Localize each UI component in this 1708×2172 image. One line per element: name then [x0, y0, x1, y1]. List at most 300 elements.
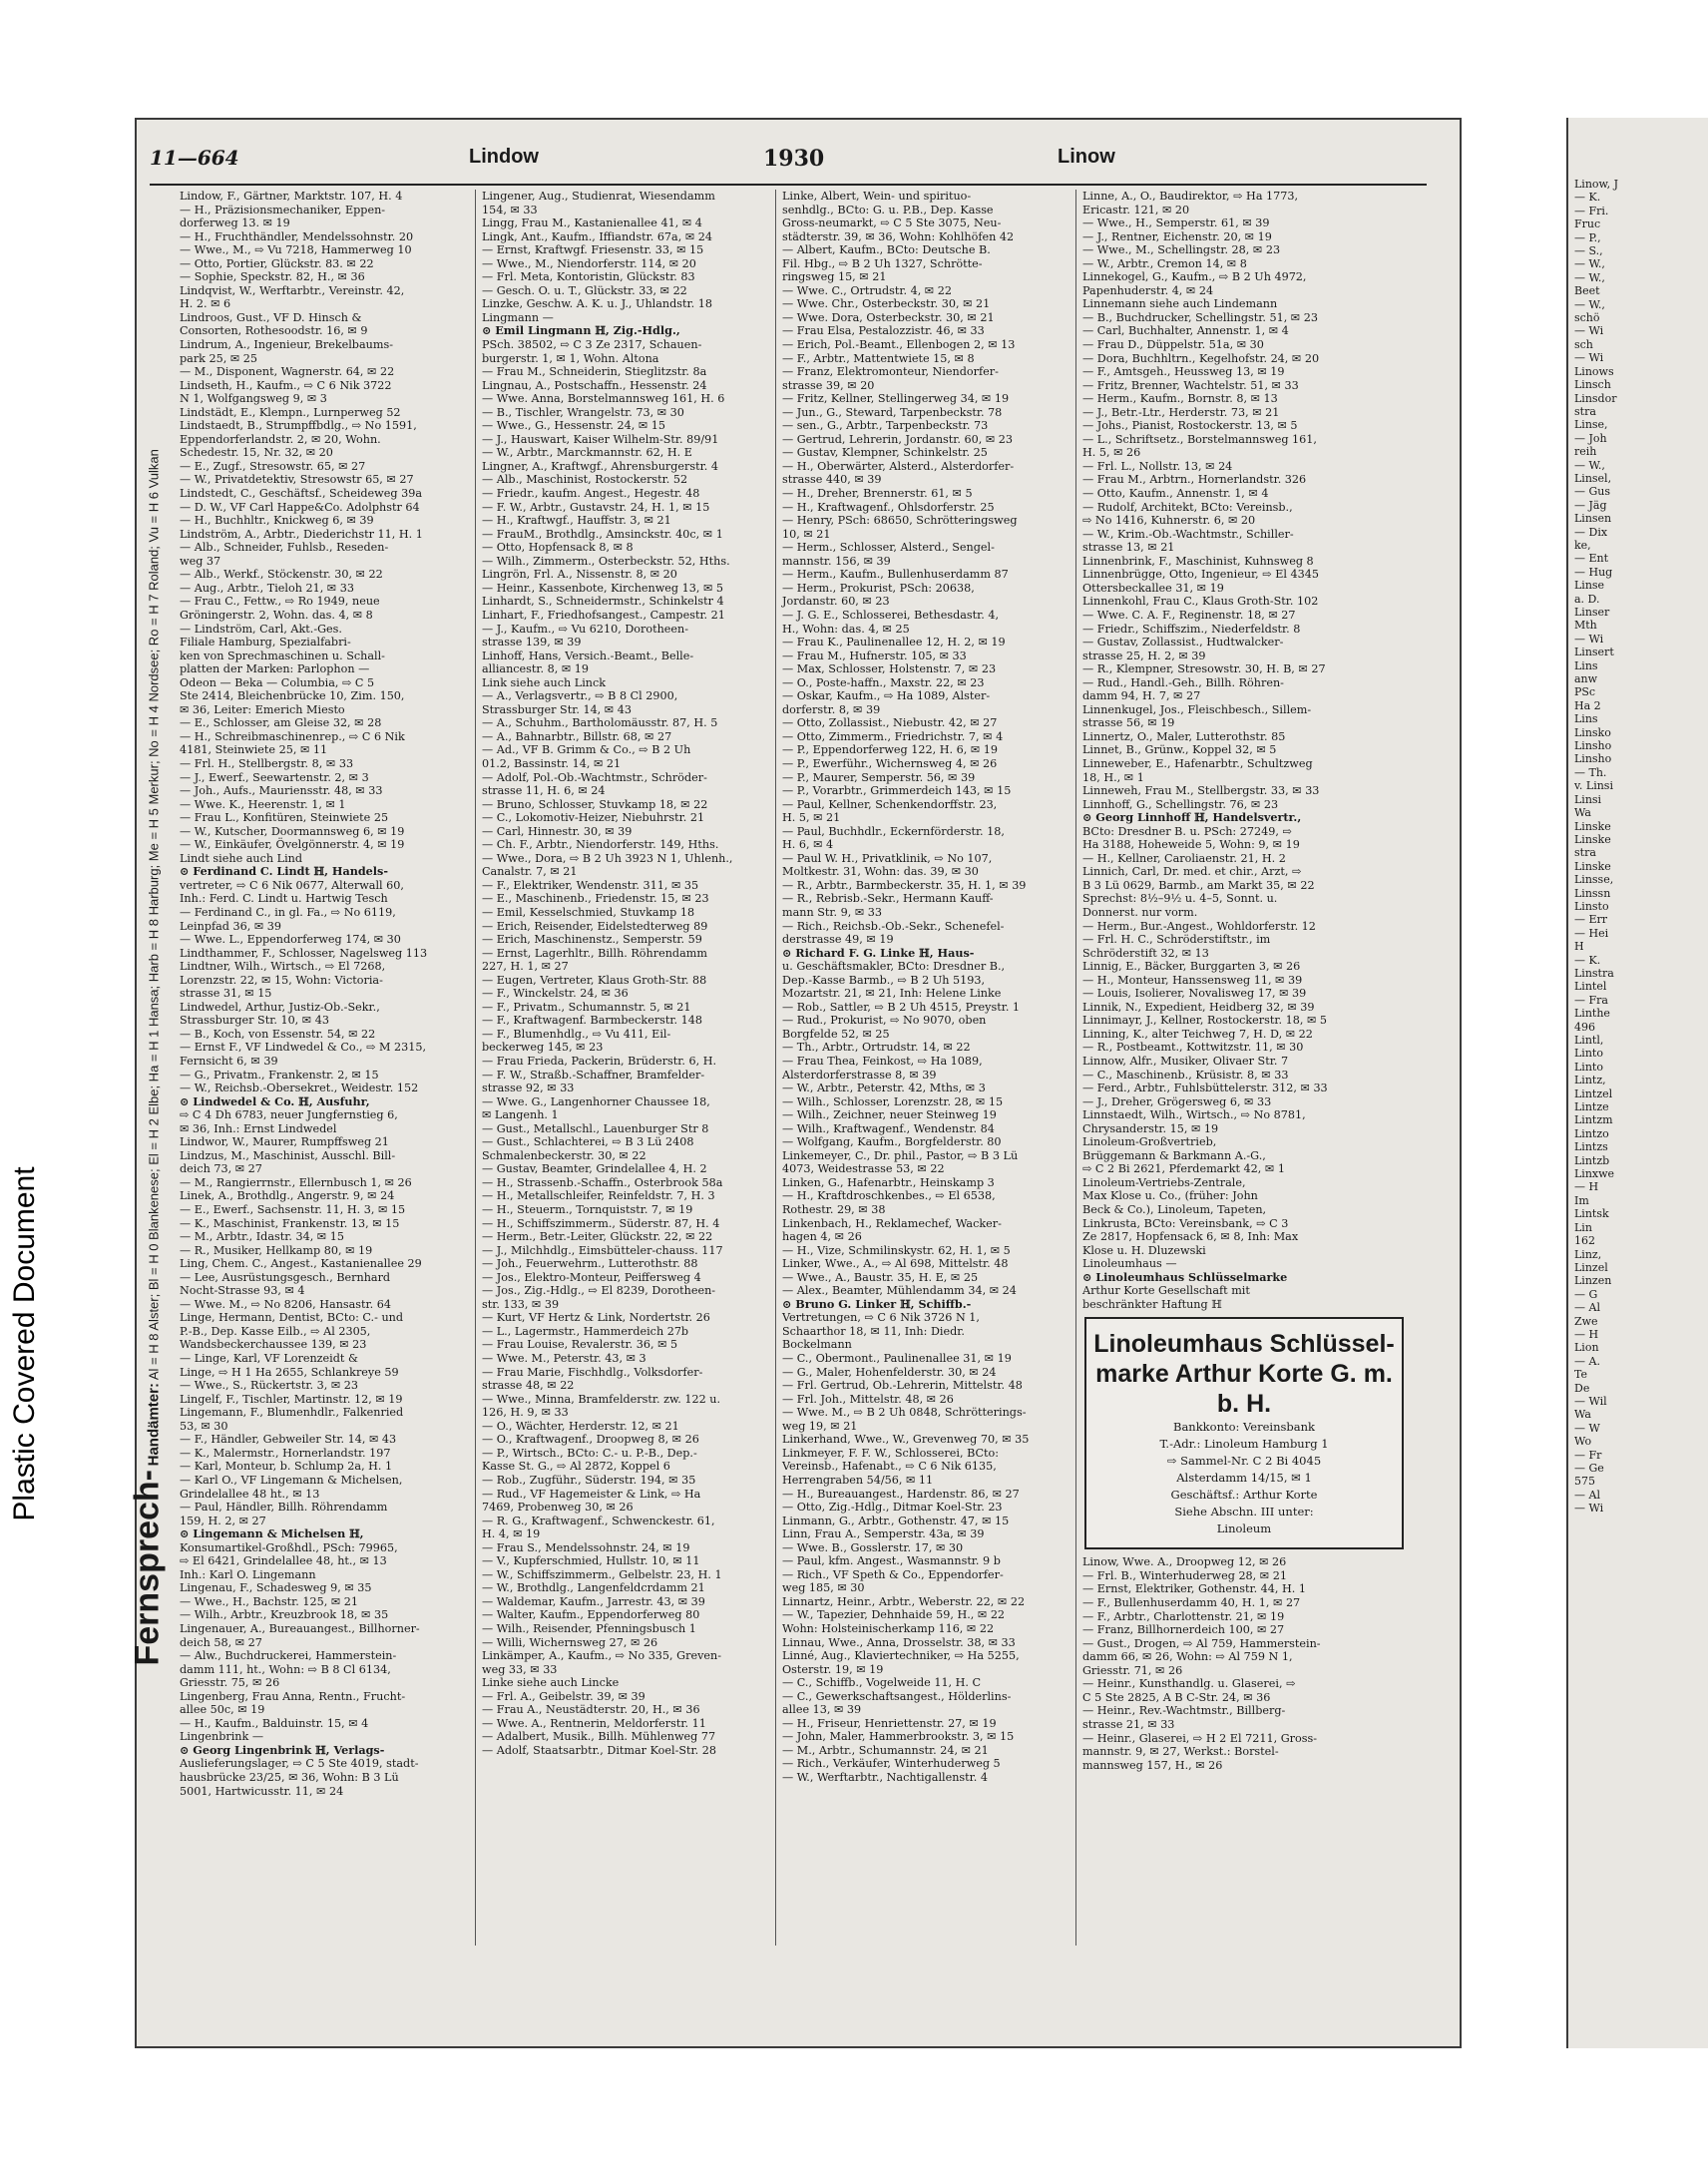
adjacent-page-fragment: Lintzm — [1574, 1113, 1613, 1127]
directory-entry-line: — Johs., Pianist, Rostockerstr. 13, ✉ 5 — [1082, 419, 1298, 433]
directory-entry-line: — Jos., Elektro-Monteur, Peiffersweg 4 — [482, 1270, 701, 1284]
column-3 — [782, 190, 1069, 1946]
directory-entry-line: — Albert, Kaufm., BCto: Deutsche B. — [782, 243, 991, 257]
adjacent-page-fragment: anw — [1574, 672, 1598, 686]
adjacent-page-fragment: Linsse, — [1574, 873, 1614, 887]
directory-entry-line: — Wwe. M., ⇨ No 8206, Hansastr. 64 — [180, 1297, 392, 1311]
directory-entry-line: Linnstaedt, Wilh., Wirtsch., ⇨ No 8781, — [1082, 1108, 1306, 1122]
directory-entry-line: H. 4, ✉ 19 — [482, 1527, 541, 1541]
directory-entry-line: — Frau A., Neustädterstr. 20, H., ✉ 36 — [482, 1703, 700, 1717]
directory-entry-line: Borgfelde 52, ✉ 25 — [782, 1027, 890, 1041]
directory-entry-line: Schröderstift 32, ✉ 13 — [1082, 946, 1209, 960]
directory-entry-line: — Wwe. C., Ortrudstr. 4, ✉ 22 — [782, 283, 952, 297]
adjacent-page-fragment: — H — [1574, 1327, 1599, 1341]
directory-entry-line: Lindstaedt, B., Strumpffbdlg., ⇨ No 1591, — [180, 419, 417, 433]
adjacent-page-fragment: Linsi — [1574, 792, 1602, 806]
adjacent-page-fragment: Lintsk — [1574, 1207, 1609, 1221]
directory-entry-line: — Ernst F., VF Lindwedel & Co., ⇨ M 2315, — [180, 1041, 427, 1055]
directory-entry-line: — Jos., Zig.-Hdlg., ⇨ El 8239, Dorotheen- — [482, 1284, 716, 1298]
directory-entry-line: — Wwe., A., Baustr. 35, H. E, ✉ 25 — [782, 1270, 979, 1284]
directory-entry-line: — Frl. Joh., Mittelstr. 48, ✉ 26 — [782, 1392, 954, 1406]
directory-entry-line: — Bruno, Schlosser, Stuvkamp 18, ✉ 22 — [482, 797, 708, 811]
directory-entry-line: Lingener, Aug., Studienrat, Wiesendamm — [482, 190, 715, 203]
directory-entry-line: — O., Wächter, Herderstr. 12, ✉ 21 — [482, 1419, 679, 1433]
directory-entry-line: — F., Arbtr., Charlottenstr. 21, ✉ 19 — [1082, 1609, 1285, 1623]
directory-entry-line: — Alw., Buchdruckerei, Hammerstein- — [180, 1649, 397, 1663]
column-divider — [775, 190, 776, 1946]
adjacent-page-fragment: — G — [1574, 1287, 1598, 1301]
directory-entry-line: — Gust., Metallschl., Lauenburger Str 8 — [482, 1121, 709, 1135]
directory-entry-line: ⇨ El 6421, Grindelallee 48, ht., ✉ 13 — [180, 1554, 387, 1568]
directory-entry-line: — A., Verlagsvertr., ⇨ B 8 Cl 2900, — [482, 689, 678, 703]
directory-entry-line: — Wwe., M., Niendorferstr. 114, ✉ 20 — [482, 256, 696, 270]
adjacent-page-fragment: Linzel — [1574, 1260, 1608, 1274]
directory-entry-line: ✉ 36, Inh.: Ernst Lindwedel — [180, 1121, 337, 1135]
directory-entry-line: — V., Kupferschmied, Hullstr. 10, ✉ 11 — [482, 1554, 700, 1568]
adjacent-page-fragment: Fruc — [1574, 217, 1601, 231]
directory-entry-line: — Erich, Reisender, Eidelstedterweg 89 — [482, 919, 708, 933]
directory-entry-line: — Herm., Bur.-Angest., Wohldorferstr. 12 — [1082, 919, 1316, 933]
adjacent-page-fragment: PSc — [1574, 685, 1596, 699]
left-running-head: Lindow — [469, 146, 539, 168]
directory-entry-line: — Gustav, Zollassist., Hudtwalcker- — [1082, 636, 1284, 650]
directory-entry-line: — Herm., Betr.-Leiter, Glückstr. 22, ✉ 22 — [482, 1230, 713, 1244]
directory-entry-line: Ottersbeckallee 31, ✉ 19 — [1082, 581, 1224, 595]
directory-entry-line: ⊙ Ferdinand C. Lindt ℍ, Handels- — [180, 864, 388, 879]
directory-entry-line: — Rich., Reichsb.-Ob.-Sekr., Schenefel- — [782, 919, 1005, 933]
directory-entry-line: damm 66, ✉ 26, Wohn: ⇨ Al 759 N 1, — [1082, 1650, 1293, 1664]
directory-entry-line: — P., Wirtsch., BCto: C.- u. P.-B., Dep.- — [482, 1446, 697, 1460]
directory-entry-line: — Oskar, Kaufm., ⇨ Ha 1089, Alster- — [782, 689, 991, 703]
directory-entry-line: — L., Schriftsetz., Borstelmannsweg 161, — [1082, 432, 1317, 446]
directory-entry-line: weg 19, ✉ 21 — [782, 1419, 858, 1433]
directory-entry-line: — Frau Marie, Fischhdlg., Volksdorfer- — [482, 1365, 703, 1379]
adjacent-page-fragment: — Wi — [1574, 1502, 1604, 1516]
ad-details — [1090, 1419, 1398, 1537]
directory-entry-line: Kasse St. G., ⇨ Al 2872, Koppel 6 — [482, 1460, 670, 1474]
directory-entry-line: — Frau C., Fettw., ⇨ Ro 1949, neue — [180, 595, 380, 609]
directory-entry-line: strasse 48, ✉ 22 — [482, 1379, 575, 1393]
adjacent-page-fragment: — S., — [1574, 244, 1603, 258]
directory-entry-line: Linnau, Wwe., Anna, Drosselstr. 38, ✉ 33 — [782, 1635, 1016, 1649]
directory-entry-line: H. 6, ✉ 4 — [782, 838, 834, 852]
directory-entry-line: — H., Kraftdroschkenbes., ⇨ El 6538, — [782, 1189, 996, 1203]
directory-entry-line: — F., Privatm., Schumannstr. 5, ✉ 21 — [482, 1000, 691, 1014]
directory-entry-line: — Rud., Handl.-Geh., Billh. Röhren- — [1082, 675, 1284, 689]
directory-entry-line: Linnekogel, G., Kaufm., ⇨ B 2 Uh 4972, — [1082, 270, 1307, 284]
directory-entry-line: burgerstr. 1, ✉ 1, Wohn. Altona — [482, 351, 659, 365]
directory-entry-line: — Gust., Drogen, ⇨ Al 759, Hammerstein- — [1082, 1636, 1321, 1650]
directory-entry-line: Linkenbach, H., Reklamechef, Wacker- — [782, 1216, 1002, 1230]
adjacent-page-fragment: Lion — [1574, 1341, 1599, 1355]
directory-entry-line: Lingenauer, A., Bureauangest., Billhorner- — [180, 1621, 420, 1635]
directory-entry-line: ⇨ C 4 Dh 6783, neuer Jungfernstieg 6, — [180, 1108, 398, 1122]
directory-entry-line: — Karl, Monteur, b. Schlump 2a, H. 1 — [180, 1460, 393, 1474]
adjacent-page-fragment: — Fr — [1574, 1448, 1602, 1462]
directory-entry-line: — J., Milchhdlg., Eimsbütteler-chauss. 117 — [482, 1243, 723, 1257]
directory-entry-line: Linneweber, E., Hafenarbtr., Schultzweg — [1082, 756, 1313, 770]
directory-entry-line: — Dora, Buchhltrn., Kegelhofstr. 24, ✉ 20 — [1082, 351, 1320, 365]
directory-entry-line: — Willi, Wichernsweg 27, ✉ 26 — [482, 1635, 658, 1649]
directory-entry-line: — H., Vize, Schmilinskystr. 62, H. 1, ✉ 5 — [782, 1243, 1011, 1257]
directory-entry-line: — Alb., Maschinist, Rostockerstr. 52 — [482, 473, 688, 487]
directory-entry-line: — C., Lokomotiv-Heizer, Niebuhrstr. 21 — [482, 811, 705, 825]
directory-entry-line: Linke, Albert, Wein- und spirituo- — [782, 190, 972, 203]
directory-entry-line: — M., Disponent, Wagnerstr. 64, ✉ 22 — [180, 365, 395, 379]
directory-entry-line: — Herm., Prokurist, PSch: 20638, — [782, 581, 975, 595]
directory-entry-line: — Frau M., Schneiderin, Stieglitzstr. 8a — [482, 365, 707, 379]
ad-line: Alsterdamm 14/15, ✉ 1 — [1176, 1471, 1312, 1486]
directory-entry-line: — Paul W. H., Privatklinik, ⇨ No 107, — [782, 851, 993, 865]
column-4 — [1082, 190, 1412, 1946]
adjacent-page-fragment: Wa — [1574, 1408, 1591, 1422]
directory-entry-line: strasse 39, ✉ 20 — [782, 378, 875, 392]
directory-entry-line: Linnich, Carl, Dr. med. et chir., Arzt, ⇨ — [1082, 865, 1302, 879]
telephone-exchange-sidebar — [98, 449, 167, 1746]
directory-entry-line: — J. G. E., Schlosserei, Bethesdastr. 4, — [782, 608, 1000, 622]
directory-entry-line: ⊙ Georg Linnhoff ℍ, Handelsvertr., — [1082, 810, 1302, 825]
directory-entry-line: Linnenkohl, Frau C., Klaus Groth-Str. 102 — [1082, 595, 1319, 609]
directory-entry-line: strasse 11, H. 6, ✉ 24 — [482, 784, 606, 798]
directory-entry-line: Lindtner, Wilh., Wirtsch., ⇨ El 7268, — [180, 960, 386, 974]
directory-entry-line: ⊙ Richard F. G. Linke ℍ, Haus- — [782, 945, 975, 960]
adjacent-page-fragment: Lintzb — [1574, 1153, 1610, 1167]
directory-entry-line: damm 111, ht., Wohn: ⇨ B 8 Cl 6134, — [180, 1662, 391, 1676]
directory-entry-line: Donnerst. nur vorm. — [1082, 905, 1198, 919]
directory-entry-line: Herrengraben 54/56, ✉ 11 — [782, 1473, 934, 1487]
directory-entry-line: beckerweg 145, ✉ 23 — [482, 1041, 604, 1055]
directory-entry-line: strasse 92, ✉ 33 — [482, 1082, 575, 1095]
adjacent-page-fragment: — Joh — [1574, 431, 1607, 445]
directory-entry-line: Fil. Hbg., ⇨ B 2 Uh 1327, Schrötte- — [782, 256, 983, 270]
adjacent-page-fragment: Wo — [1574, 1435, 1592, 1449]
directory-entry-line: Griesstr. 71, ✉ 26 — [1082, 1663, 1183, 1677]
directory-entry-line: — Heinr., Glaserei, ⇨ H 2 El 7211, Gross- — [1082, 1731, 1317, 1745]
adjacent-page-fragment: De — [1574, 1381, 1590, 1395]
ad-line: T.-Adr.: Linoleum Hamburg 1 — [1159, 1437, 1329, 1452]
directory-entry-line: Chrysanderstr. 15, ✉ 19 — [1082, 1121, 1219, 1135]
adjacent-page-fragment: Linz, — [1574, 1247, 1602, 1261]
directory-entry-line: — W., Arbtr., Cremon 14, ✉ 8 — [1082, 256, 1247, 270]
directory-entry-line: — Kurt, VF Hertz & Link, Nordertstr. 26 — [482, 1311, 710, 1325]
directory-entry-line: — FrauM., Brothdlg., Amsinckstr. 40c, ✉ 1 — [482, 527, 723, 541]
directory-entry-line: — M., Arbtr., Schumannstr. 24, ✉ 21 — [782, 1743, 989, 1757]
adjacent-page-fragment: — P., — [1574, 230, 1601, 244]
directory-entry-line: ⇨ No 1416, Kuhnerstr. 6, ✉ 20 — [1082, 514, 1256, 528]
adjacent-page-fragment: — W., — [1574, 257, 1605, 271]
directory-entry-line: Linnimayr, J., Kellner, Rostockerstr. 18, ✉ 5 — [1082, 1014, 1328, 1028]
directory-entry-line: Beck & Co.), Linoleum, Tapeten, — [1082, 1203, 1267, 1217]
directory-entry-line: — Friedr., kaufm. Angest., Hegestr. 48 — [482, 487, 700, 501]
directory-entry-line: Linnertz, O., Maler, Lutterothstr. 85 — [1082, 729, 1286, 743]
directory-entry-line: — E., Ewerf., Sachsenstr. 11, H. 3, ✉ 15 — [180, 1203, 406, 1217]
directory-entry-line: — Adolf, Pol.-Ob.-Wachtmstr., Schröder- — [482, 770, 707, 784]
directory-entry-line: Lingenbrink — — [180, 1730, 264, 1744]
directory-entry-line: — Henry, PSch: 68650, Schrötteringsweg — [782, 514, 1018, 528]
adjacent-page-fragment: — Jäg — [1574, 498, 1607, 512]
directory-entry-line: — J., Hauswart, Kaiser Wilhelm-Str. 89/91 — [482, 432, 719, 446]
directory-entry-line: — Alb., Schneider, Fuhlsb., Reseden- — [180, 541, 389, 555]
directory-entry-line: — W., Werftarbtr., Nachtigallenstr. 4 — [782, 1770, 989, 1784]
directory-entry-line: — Wwe. G., Langenhorner Chaussee 18, — [482, 1094, 710, 1108]
directory-entry-line: Lindthammer, F., Schlosser, Nagelsweg 113 — [180, 946, 428, 960]
directory-entry-line: — Adalbert, Musik., Billh. Mühlenweg 77 — [482, 1730, 716, 1744]
directory-entry-line: — Gesch. O. u. T., Glückstr. 33, ✉ 22 — [482, 283, 687, 297]
right-running-head: Linow — [1058, 146, 1115, 168]
advertisement-box — [1084, 1317, 1404, 1549]
adjacent-page-fragment: Lintz, — [1574, 1074, 1606, 1087]
directory-entry-line: — W., Arbtr., Peterstr. 42, Mths, ✉ 3 — [782, 1082, 986, 1095]
directory-columns — [150, 190, 1457, 1946]
directory-entry-line: mannstr. 156, ✉ 39 — [782, 554, 891, 568]
directory-entry-line: 10, ✉ 21 — [782, 527, 831, 541]
directory-entry-line: — Rich., Verkäufer, Winterhuderweg 5 — [782, 1757, 1001, 1771]
directory-entry-line: strasse 31, ✉ 15 — [180, 987, 272, 1001]
directory-entry-line: — W., Tapezier, Dehnhaide 59, H., ✉ 22 — [782, 1608, 1006, 1622]
directory-entry-line: Wohn: Holsteinischerkamp 116, ✉ 22 — [782, 1621, 995, 1635]
directory-entry-line: Lingk, Ant., Kaufm., Iffiandstr. 67a, ✉ 24 — [482, 229, 712, 243]
directory-entry-line: — Ferdinand C., in gl. Fa., ⇨ No 6119, — [180, 905, 396, 919]
directory-entry-line: 01.2, Bassinstr. 14, ✉ 21 — [482, 756, 622, 770]
directory-entry-line: — F. W., Arbtr., Gustavstr. 24, H. 1, ✉ 15 — [482, 500, 710, 514]
page-header — [150, 140, 1427, 186]
directory-entry-line: Linoleumhaus — — [1082, 1257, 1177, 1271]
directory-entry-line: Strassburger Str. 14, ✉ 43 — [482, 702, 632, 716]
directory-entry-line: städterstr. 39, ✉ 36, Wohn: Kohlhöfen 42 — [782, 229, 1015, 243]
directory-entry-line: — Heinr., Kunsthandlg. u. Glaserei, ⇨ — [1082, 1677, 1296, 1691]
directory-entry-line: — Wwe. B., Gosslerstr. 17, ✉ 30 — [782, 1540, 964, 1554]
column-4-entries — [1082, 190, 1412, 1311]
directory-entry-line: — C., Schiffb., Vogelweide 11, H. C — [782, 1676, 982, 1690]
adjacent-page-fragment: Linto — [1574, 1047, 1603, 1061]
adjacent-page-fragment: reih — [1574, 445, 1597, 459]
adjacent-page-fragment: 575 — [1574, 1475, 1595, 1489]
adjacent-page-fragment: Lintzs — [1574, 1140, 1608, 1154]
directory-entry-line: — B., Tischler, Wrangelstr. 73, ✉ 30 — [482, 405, 684, 419]
adjacent-page-fragment: Lin — [1574, 1220, 1592, 1234]
directory-entry-line: — Alb., Werkf., Stöckenstr. 30, ✉ 22 — [180, 568, 383, 582]
directory-entry-line: — Frau M., Hufnerstr. 105, ✉ 33 — [782, 649, 967, 662]
directory-entry-line: — Paul, Kellner, Schenkendorffstr. 23, — [782, 797, 998, 811]
directory-entry-line: strasse 13, ✉ 21 — [1082, 541, 1175, 555]
adjacent-page-fragment: Linxwe — [1574, 1167, 1615, 1181]
directory-entry-line: Lindstedt, C., Geschäftsf., Scheideweg 39a — [180, 487, 422, 501]
directory-entry-line: Nocht-Strasse 93, ✉ 4 — [180, 1284, 305, 1298]
directory-entry-line: — O., Kraftwagenf., Droopweg 8, ✉ 26 — [482, 1433, 699, 1447]
directory-entry-line: Max Klose u. Co., (früher: John — [1082, 1189, 1258, 1203]
directory-entry-line: Linneweh, Frau M., Stellbergstr. 33, ✉ 33 — [1082, 784, 1320, 798]
directory-entry-line: — J., Ewerf., Seewartenstr. 2, ✉ 3 — [180, 770, 369, 784]
adjacent-page-fragment: Ha 2 — [1574, 698, 1601, 712]
adjacent-page-fragment: Te — [1574, 1368, 1587, 1382]
adjacent-page-fragment: — Th. — [1574, 765, 1607, 779]
directory-entry-line: mannstr. 9, ✉ 27, Werkst.: Borstel- — [1082, 1745, 1279, 1759]
directory-entry-line: B 3 Lü 0629, Barmb., am Markt 35, ✉ 22 — [1082, 878, 1315, 892]
directory-entry-line: — L., Lagermstr., Hammerdeich 27b — [482, 1324, 689, 1338]
directory-entry-line: — A., Bahnarbtr., Billstr. 68, ✉ 27 — [482, 729, 672, 743]
directory-entry-line: 53, ✉ 30 — [180, 1419, 228, 1433]
directory-entry-line: — Otto, Hopfensack 8, ✉ 8 — [482, 541, 634, 555]
directory-entry-line: — Frau Elsa, Pestalozzistr. 46, ✉ 33 — [782, 324, 985, 338]
directory-entry-line: Link siehe auch Linck — [482, 675, 607, 689]
column-divider — [475, 190, 476, 1946]
directory-entry-line: Wandsbeckerchaussee 139, ✉ 23 — [180, 1338, 367, 1352]
directory-entry-line: — Erich, Maschinenstz., Semperstr. 59 — [482, 933, 702, 947]
directory-entry-line: Lingenau, F., Schadesweg 9, ✉ 35 — [180, 1581, 372, 1595]
directory-entry-line: Linnemann siehe auch Lindemann — [1082, 297, 1278, 311]
directory-entry-line: — Wwe., M., ⇨ Vu 7218, Hammerweg 10 — [180, 243, 412, 257]
adjacent-page-fragment: Lins — [1574, 658, 1598, 672]
directory-entry-line: damm 94, H. 7, ✉ 27 — [1082, 689, 1201, 703]
adjacent-page-fragment: Linthe — [1574, 1007, 1610, 1021]
directory-entry-line: Linkämper, A., Kaufm., ⇨ No 335, Greven- — [482, 1649, 721, 1663]
directory-entry-line: H. 5, ✉ 21 — [782, 811, 841, 825]
directory-entry-line: derstrasse 49, ✉ 19 — [782, 933, 894, 947]
directory-entry-line: — Frau K., Paulinenallee 12, H. 2, ✉ 19 — [782, 636, 1006, 650]
adjacent-page-fragment: — Ent — [1574, 552, 1609, 566]
adjacent-page-fragment: — Wi — [1574, 324, 1604, 338]
directory-entry-line: — W., Einkäufer, Övelgönnerstr. 4, ✉ 19 — [180, 838, 405, 852]
directory-entry-line: — H., Steuerm., Tornquiststr. 7, ✉ 19 — [482, 1203, 693, 1217]
adjacent-page-fragment: Linsen — [1574, 512, 1612, 526]
directory-entry-line: Ze 2817, Hopfensack 6, ✉ 8, Inh: Max — [1082, 1230, 1299, 1244]
directory-entry-line: hausbrücke 23/25, ✉ 36, Wohn: B 3 Lü — [180, 1770, 399, 1784]
directory-entry-line: 126, H. 9, ✉ 33 — [482, 1406, 569, 1420]
directory-entry-line: — H., Fruchthändler, Mendelssohnstr. 20 — [180, 229, 414, 243]
directory-entry-line: — Aug., Arbtr., Tieloh 21, ✉ 33 — [180, 581, 354, 595]
adjacent-page-fragment: Linow, J — [1574, 178, 1619, 191]
directory-entry-line: — Fritz, Brenner, Wachtelstr. 51, ✉ 33 — [1082, 378, 1299, 392]
directory-entry-line: — Otto, Zig.-Hdlg., Ditmar Koel-Str. 23 — [782, 1501, 1003, 1515]
adjacent-page-fragment: H — [1574, 940, 1584, 954]
directory-entry-line: Linné, Aug., Klaviertechniker, ⇨ Ha 5255, — [782, 1649, 1020, 1663]
directory-entry-line: — J., Kaufm., ⇨ Vu 6210, Dorotheen- — [482, 622, 689, 636]
directory-entry-line: Linzke, Geschw. A. K. u. J., Uhlandstr. 18 — [482, 297, 712, 311]
directory-entry-line: Filiale Hamburg, Spezialfabri- — [180, 636, 351, 650]
directory-entry-line: — Frau Louise, Revalerstr. 36, ✉ 5 — [482, 1338, 678, 1352]
directory-entry-line: — Louis, Isolierer, Novalisweg 17, ✉ 39 — [1082, 987, 1307, 1001]
directory-entry-line: — Otto, Portier, Glückstr. 83. ✉ 22 — [180, 256, 374, 270]
directory-entry-line: — W., Reichsb.-Obersekret., Weidestr. 152 — [180, 1082, 419, 1095]
sidebar-title: Fernsprech- — [128, 1470, 167, 1666]
directory-entry-line: — Wwe., H., Bachstr. 125, ✉ 21 — [180, 1594, 358, 1608]
ad-line: ⇨ Sammel-Nr. C 2 Bi 4045 — [1166, 1454, 1322, 1469]
directory-entry-line: — Wwe. K., Heerenstr. 1, ✉ 1 — [180, 797, 346, 811]
directory-entry-line: Moltkestr. 31, Wohn: das. 39, ✉ 30 — [782, 865, 979, 879]
directory-entry-line: Lingnau, A., Postschaffn., Hessenstr. 24 — [482, 378, 707, 392]
adjacent-page-fragment: — Err — [1574, 913, 1608, 927]
adjacent-page-fragment: Linsho — [1574, 739, 1612, 753]
adjacent-page-fragment: Linsert — [1574, 646, 1614, 659]
directory-entry-line: — Wwe. Anna, Borstelmannsweg 161, H. 6 — [482, 392, 725, 406]
directory-entry-line: Linhardt, S., Schneidermstr., Schinkelstr 4 — [482, 595, 724, 609]
directory-entry-line: — Wwe., Dora, ⇨ B 2 Uh 3923 N 1, Uhlenh., — [482, 851, 733, 865]
directory-entry-line: vertreter, ⇨ C 6 Nik 0677, Alterwall 60, — [180, 878, 404, 892]
adjacent-page-fragment: Linser — [1574, 606, 1610, 619]
directory-entry-line: BCto: Dresdner B. u. PSch: 27249, ⇨ — [1082, 824, 1292, 838]
directory-entry-line: strasse 139, ✉ 39 — [482, 636, 582, 650]
directory-entry-line: Rothestr. 29, ✉ 38 — [782, 1203, 886, 1217]
directory-entry-line: Lindstädt, E., Klempn., Lurnperweg 52 — [180, 405, 401, 419]
directory-entry-line: — J., Rentner, Eichenstr. 20, ✉ 19 — [1082, 229, 1272, 243]
directory-entry-line: — F., Arbtr., Mattentwiete 15, ✉ 8 — [782, 351, 975, 365]
directory-entry-line: 7469, Probenweg 30, ✉ 26 — [482, 1501, 634, 1515]
directory-entry-line: — Fritz, Kellner, Stellingerweg 34, ✉ 19 — [782, 392, 1010, 406]
directory-entry-line: u. Geschäftsmakler, BCto: Dresdner B., — [782, 960, 1006, 974]
directory-entry-line: Lindseth, H., Kaufm., ⇨ C 6 Nik 3722 — [180, 378, 392, 392]
directory-entry-line: — Ernst, Lagerhltr., Billh. Röhrendamm — [482, 946, 707, 960]
directory-entry-line: — Frau L., Konfitüren, Steinwiete 25 — [180, 811, 389, 825]
directory-entry-line: — E., Maschinenb., Friedenstr. 15, ✉ 23 — [482, 892, 709, 906]
directory-entry-line: Linkmeyer, F. F. W., Schlosserei, BCto: — [782, 1446, 1000, 1460]
directory-entry-line: — Th., Arbtr., Ortrudstr. 14, ✉ 22 — [782, 1041, 971, 1055]
year: 1930 — [763, 146, 825, 172]
directory-entry-line: — H., Metallschleifer, Reinfeldstr. 7, H. 3 — [482, 1189, 715, 1203]
directory-entry-line: — Frau D., Düppelstr. 51a, ✉ 30 — [1082, 338, 1264, 352]
directory-entry-line: — Wwe., M., Schellingstr. 28, ✉ 23 — [1082, 243, 1281, 257]
adjacent-page-fragment: Linske — [1574, 859, 1611, 873]
directory-entry-line: Linkrusta, BCto: Vereinsbank, ⇨ C 3 — [1082, 1216, 1289, 1230]
adjacent-page-fragment: Linsho — [1574, 752, 1612, 766]
adjacent-page-fragment: Linsel, — [1574, 471, 1612, 485]
column-divider — [1075, 190, 1076, 1946]
directory-entry-line: Linnenbrügge, Otto, Ingenieur, ⇨ El 4345 — [1082, 568, 1319, 582]
directory-entry-line: Dep.-Kasse Barmb., ⇨ B 2 Uh 5193, — [782, 973, 986, 987]
directory-entry-line: — F., Händler, Gebweiler Str. 14, ✉ 43 — [180, 1433, 397, 1447]
directory-entry-line: — A., Schuhm., Bartholomäusstr. 87, H. 5 — [482, 716, 718, 730]
directory-entry-line: Lindqvist, W., Werftarbtr., Vereinstr. 42, — [180, 283, 405, 297]
directory-entry-line: — Eugen, Vertreter, Klaus Groth-Str. 88 — [482, 973, 707, 987]
directory-entry-line: — Gustav, Klempner, Schinkelstr. 25 — [782, 446, 988, 460]
directory-entry-line: — Wilh., Reisender, Pfenningsbusch 1 — [482, 1621, 696, 1635]
directory-entry-line: — Rud., Prokurist, ⇨ No 9070, oben — [782, 1014, 987, 1028]
directory-entry-line: Linke siehe auch Lincke — [482, 1676, 620, 1690]
directory-entry-line: Klose u. H. Dluzewski — [1082, 1243, 1206, 1257]
directory-entry-line: Linnartz, Heinr., Arbtr., Weberstr. 22, ✉ 22 — [782, 1594, 1026, 1608]
directory-entry-line: — Joh., Aufs., Mauriensstr. 48, ✉ 33 — [180, 784, 383, 798]
directory-entry-line: — J., Betr.-Ltr., Herderstr. 73, ✉ 21 — [1082, 405, 1280, 419]
adjacent-page-fragment: — Hei — [1574, 926, 1609, 940]
directory-entry-line: weg 37 — [180, 554, 221, 568]
directory-entry-line: — Heinr., Kassenbote, Kirchenweg 13, ✉ 5 — [482, 581, 724, 595]
adjacent-page-fragment: — Ge — [1574, 1462, 1604, 1475]
directory-entry-line: — Heinr., Rev.-Wachtmstr., Billberg- — [1082, 1704, 1286, 1718]
directory-entry-line: Schaarthor 18, ✉ 11, Inh: Diedr. — [782, 1324, 965, 1338]
directory-entry-line: Linnet, B., Grünw., Koppel 32, ✉ 5 — [1082, 743, 1277, 757]
directory-entry-line: — F., Elektriker, Wendenstr. 311, ✉ 35 — [482, 878, 699, 892]
directory-entry-line: Lingmann — — [482, 310, 554, 324]
directory-entry-line: — Otto, Zollassist., Niebustr. 42, ✉ 27 — [782, 716, 998, 730]
adjacent-page-fragment: Mth — [1574, 619, 1597, 633]
directory-entry-line: — H., Buchhltr., Knickweg 6, ✉ 39 — [180, 514, 374, 528]
directory-entry-line: — D. W., VF Carl Happe&Co. Adolphstr 64 — [180, 500, 420, 514]
adjacent-page-fragment: — Dix — [1574, 525, 1608, 539]
adjacent-page-fragment: — Al — [1574, 1301, 1600, 1315]
directory-entry-line: — Wwe. M., Peterstr. 43, ✉ 3 — [482, 1352, 646, 1366]
directory-entry-line: 154, ✉ 33 — [482, 203, 538, 217]
adjacent-page-fragment: — Gus — [1574, 485, 1611, 499]
directory-entry-line: — Ernst, Elektriker, Gothenstr. 44, H. 1 — [1082, 1582, 1307, 1596]
ad-line: Siehe Abschn. III unter: — [1174, 1505, 1314, 1520]
directory-entry-line: — R., Klempner, Stresowstr. 30, H. B, ✉ 27 — [1082, 662, 1326, 676]
directory-entry-line: — Joh., Feuerwehrm., Lutterothstr. 88 — [482, 1257, 698, 1271]
directory-entry-line: ⊙ Georg Lingenbrink ℍ, Verlags- — [180, 1742, 385, 1757]
directory-entry-line: — Max, Schlosser, Holstenstr. 7, ✉ 23 — [782, 662, 997, 676]
directory-entry-line: Linn, Frau A., Semperstr. 43a, ✉ 39 — [782, 1527, 985, 1541]
directory-entry-line: ⊙ Lindwedel & Co. ℍ, Ausfuhr, — [180, 1093, 370, 1108]
directory-entry-line: — F., Bullenhuserdamm 40, H. 1, ✉ 27 — [1082, 1596, 1301, 1610]
adjacent-page-fragment: — K. — [1574, 953, 1601, 967]
